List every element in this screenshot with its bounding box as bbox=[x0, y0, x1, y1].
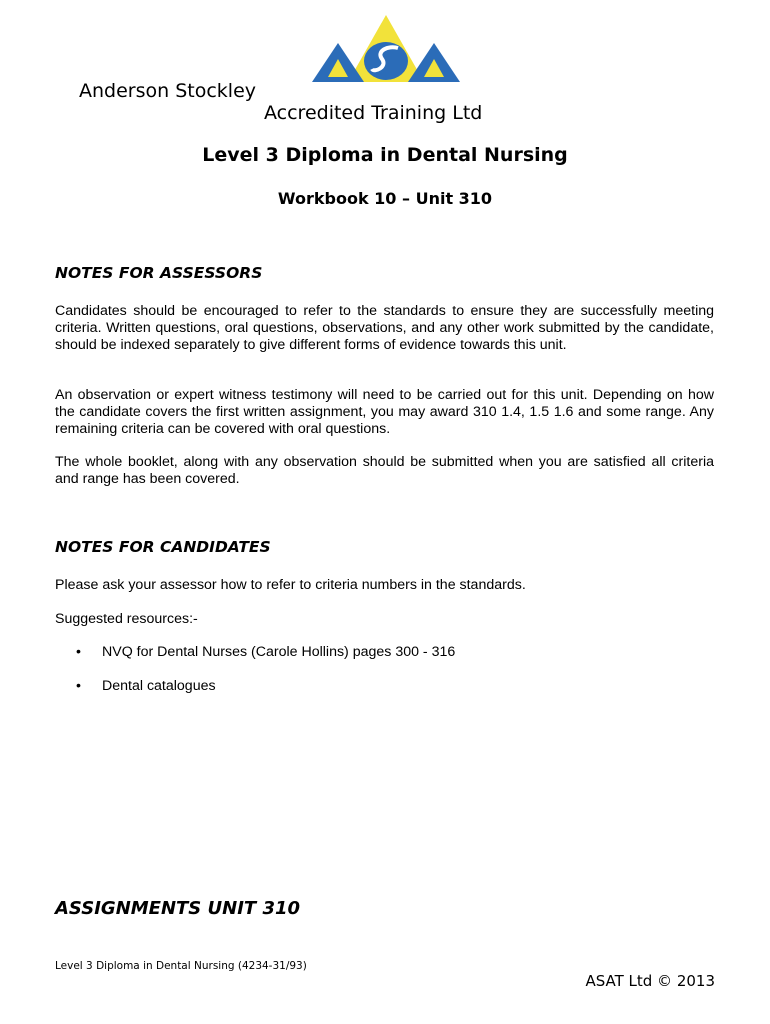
resource-item: NVQ for Dental Nurses (Carole Hollins) pages 300 - 316 bbox=[102, 644, 456, 660]
bullet-icon: • bbox=[76, 678, 81, 694]
org-name-line2: Accredited Training Ltd bbox=[264, 102, 483, 124]
assessors-heading: NOTES FOR ASSESSORS bbox=[55, 264, 263, 282]
suggested-resources-label: Suggested resources:- bbox=[55, 611, 198, 627]
footer-copyright: ASAT Ltd © 2013 bbox=[585, 972, 715, 990]
footer-course: Level 3 Diploma in Dental Nursing (4234-31/93) bbox=[55, 960, 307, 972]
asat-logo bbox=[308, 15, 464, 82]
assignments-heading: ASSIGNMENTS UNIT 310 bbox=[55, 898, 301, 919]
document-title: Level 3 Diploma in Dental Nursing bbox=[202, 144, 568, 166]
bullet-icon: • bbox=[76, 644, 81, 660]
candidates-heading: NOTES FOR CANDIDATES bbox=[55, 538, 271, 556]
resource-item: Dental catalogues bbox=[102, 678, 216, 694]
org-name-line1: Anderson Stockley bbox=[79, 80, 257, 102]
assessors-paragraph-1: Candidates should be encouraged to refer to the standards to ensure they are successfully meeting criteria. Written questions, oral questions, observations, and any other work submitted by the candidate, should be indexed separately to give different forms of evidence towards this unit. bbox=[55, 303, 714, 353]
assessors-paragraph-3: The whole booklet, along with any observation should be submitted when you are satisfied all criteria and range has been covered. bbox=[55, 454, 714, 487]
assessors-paragraph-2: An observation or expert witness testimony will need to be carried out for this unit. Depending on how the candidate covers the first written assignment, you may award 310 1.4, 1.5 1.6 and some range. Any remaining criteria can be covered with oral questions. bbox=[55, 387, 714, 437]
workbook-subtitle: Workbook 10 – Unit 310 bbox=[277, 189, 493, 208]
candidates-instruction: Please ask your assessor how to refer to criteria numbers in the standards. bbox=[55, 577, 526, 593]
